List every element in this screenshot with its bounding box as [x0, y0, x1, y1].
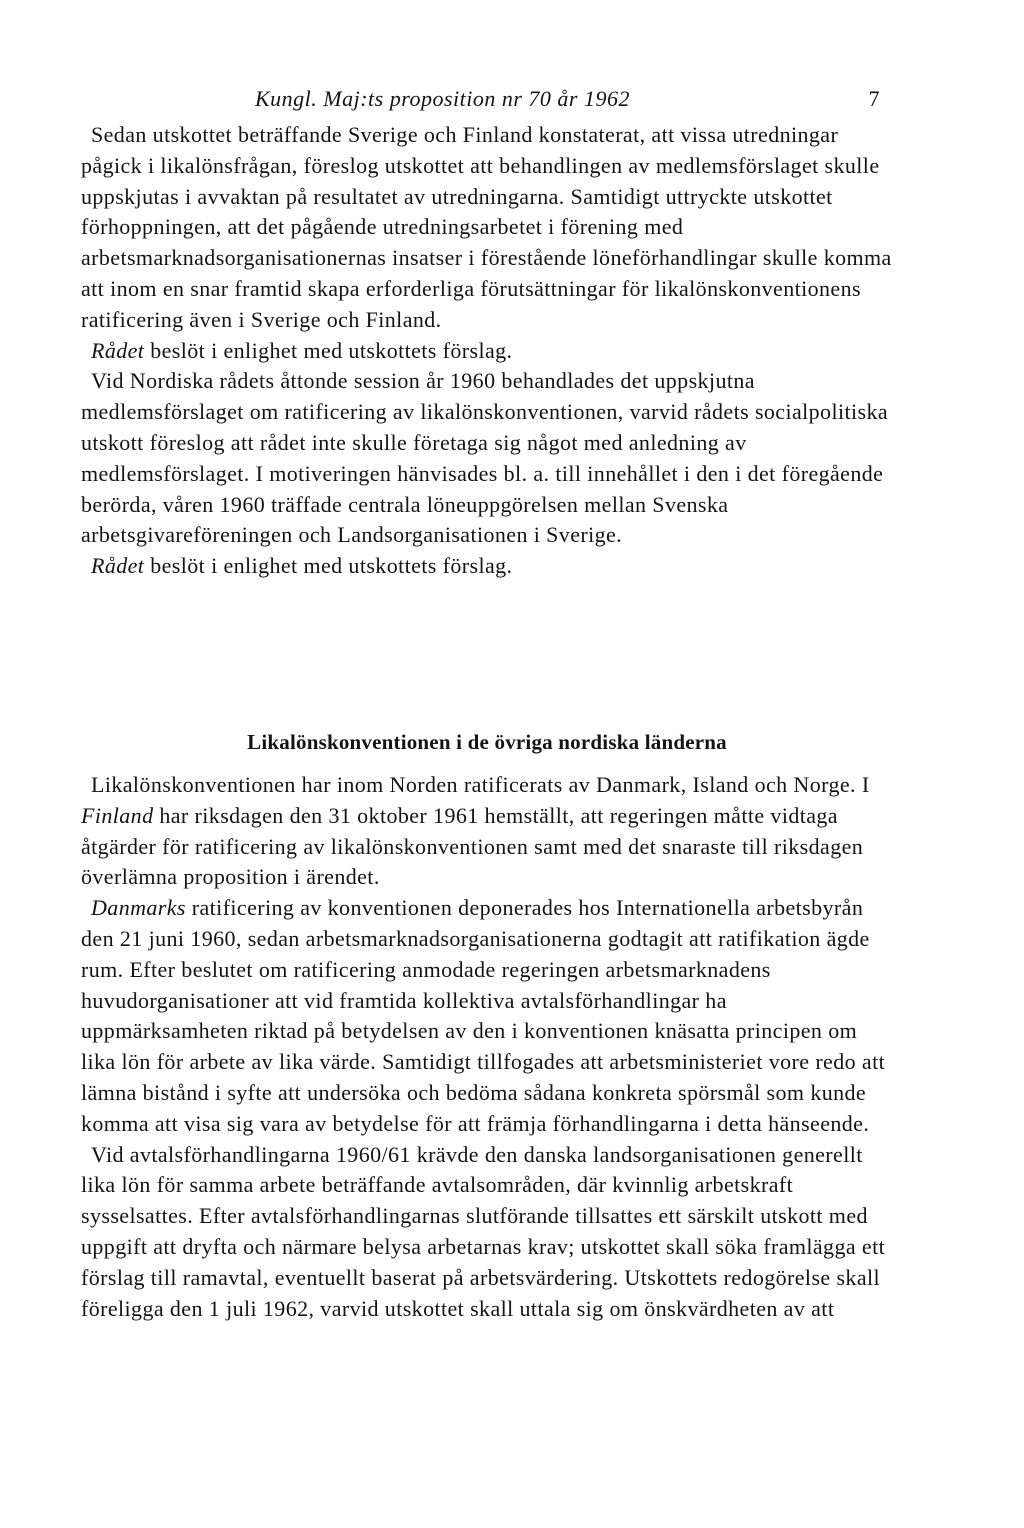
paragraph-text: har riksdagen den 31 oktober 1961 hemställt, att regeringen måtte vidtaga åtgärder för ratificering av likalönskonventionen samt med det snaraste till riksdagen överlämna proposition i ärendet. [81, 802, 864, 890]
emphasis-text: Rådet [91, 553, 145, 579]
paragraph-text: Likalönskonventionen har inom Norden ratificerats av Danmark, Island och Norge. I [91, 772, 870, 797]
section-heading: Likalönskonventionen i de övriga nordiska länderna [247, 730, 727, 754]
paragraph-text: ratificering av konventionen deponerades hos Internationella arbetsbyrån den 21 juni 1960, sedan arbetsmarknadsorganisationerna godtagit att ratifikation ägde rum. Efter beslutet om ratificering anmodade regeringen arbetsmarknadens huvudorganisationer att vid framtida kollektiva avtalsförhandlingar ha uppmärksamheten riktad på betydelsen av den i konventionen knäsatta principen om lika lön för arbete av lika värde. Samtidigt tillfogades att arbetsministeriet vore redo att lämna bistånd i syfte att undersöka och bedöma sådana konkreta spörsmål som kunde komma att visa sig vara av betydelse för att främja förhandlingarna i detta hänseende. [81, 895, 886, 1136]
page-header [255, 84, 880, 114]
paragraph-text: beslöt i enlighet med utskottets förslag. [144, 337, 513, 363]
paragraph: Vid avtalsförhandlingarna 1960/61 krävde den danska landsorganisationen generellt lika lön för samma arbete beträffande avtalsområden, där kvinnlig arbetskraft sysselsattes. Efter avtalsförhandlingarnas slutförande tillsattes ett särskilt utskott med uppgift att dryfta och närmare belysa arbetarnas krav; utskottet skall söka framlägga ett förslag till ramavtal, eventuellt baserat på arbetsvärdering. Utskottets redogörelse skall föreligga den 1 juli 1962, varvid utskottet skall uttala sig om önskvärdheten av att [81, 1141, 886, 1321]
paragraph [81, 770, 893, 893]
emphasis-text: Danmarks [91, 895, 186, 921]
emphasis-text: Rådet [91, 337, 145, 363]
page-number: 7 [868, 86, 880, 111]
paragraph [81, 336, 893, 367]
paragraph-text: beslöt i enlighet med utskottets förslag. [144, 553, 513, 579]
paragraph: Sedan utskottet beträffande Sverige och Finland konstaterat, att vissa utredningar pågick i likalönsfrågan, föreslog utskottet att behandlingen av medlemsförslaget skulle uppskjutas i avvaktan på resultatet av utredningarna. Samtidigt uttryckte utskottet förhoppningen, att det pågående utredningsarbetet i förening med arbetsmarknadsorganisationernas insatser i förestående löneförhandlingar skulle komma att inom en snar framtid skapa erforderliga förutsättningar för likalönskonventionens ratificering även i Sverige och Finland. [81, 122, 892, 332]
paragraph: Vid Nordiska rådets åttonde session år 1960 behandlades det uppskjutna medlemsförslaget om ratificering av likalönskonventionen, varvid rådets socialpolitiska utskott föreslog att rådet inte skulle företaga sig något med anledning av medlemsförslaget. I motiveringen hänvisades bl. a. till innehållet i den i det föregående berörda, våren 1960 träffade centrala löneuppgörelsen mellan Svenska arbetsgivareföreningen och Landsorganisationen i Sverige. [81, 368, 889, 548]
section-committee-discussion [81, 120, 893, 582]
paragraph [81, 551, 893, 582]
emphasis-text: Finland [81, 802, 154, 828]
paragraph [81, 893, 893, 1139]
running-title: Kungl. Maj:ts proposition nr 70 år 1962 [255, 86, 630, 111]
section-nordic-countries [81, 770, 893, 1324]
